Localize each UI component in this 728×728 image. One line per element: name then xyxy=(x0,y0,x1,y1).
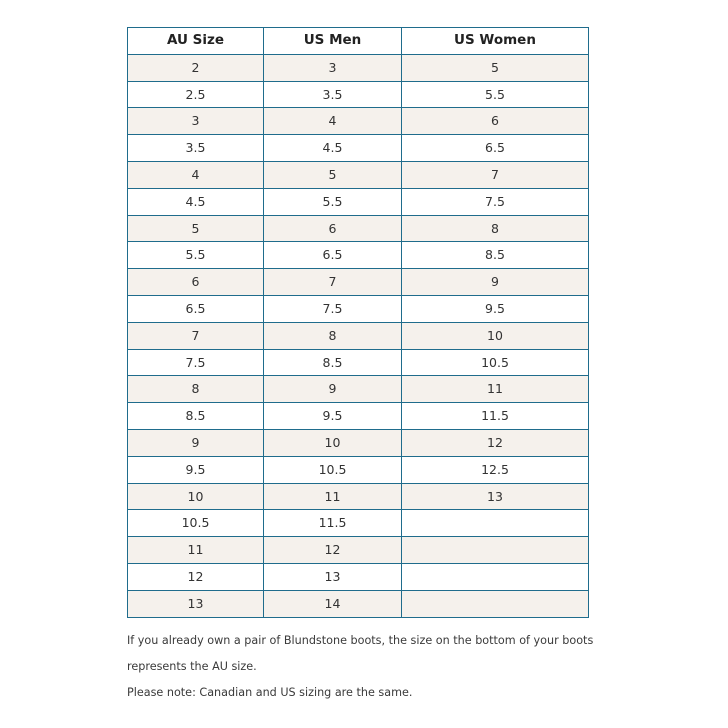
au-size-cell: 2 xyxy=(128,54,264,81)
us-women-cell: 8.5 xyxy=(402,242,589,269)
table-row xyxy=(128,242,589,269)
table-row xyxy=(128,188,589,215)
au-size-cell: 8.5 xyxy=(128,403,264,430)
au-size-cell: 6.5 xyxy=(128,295,264,322)
us-women-cell: 7 xyxy=(402,161,589,188)
au-size-cell: 8 xyxy=(128,376,264,403)
header-us-men: US Men xyxy=(264,28,402,55)
table-row xyxy=(128,537,589,564)
au-size-cell: 13 xyxy=(128,590,264,617)
us-women-cell xyxy=(402,510,589,537)
au-size-cell: 7 xyxy=(128,322,264,349)
us-men-cell: 9.5 xyxy=(264,403,402,430)
au-size-cell: 11 xyxy=(128,537,264,564)
us-women-cell: 10.5 xyxy=(402,349,589,376)
us-women-cell: 6 xyxy=(402,108,589,135)
size-notes xyxy=(127,628,597,706)
table-row xyxy=(128,135,589,162)
au-size-cell: 10 xyxy=(128,483,264,510)
us-men-cell: 11 xyxy=(264,483,402,510)
au-size-cell: 9.5 xyxy=(128,456,264,483)
us-men-cell: 6 xyxy=(264,215,402,242)
table-row xyxy=(128,510,589,537)
header-us-women: US Women xyxy=(402,28,589,55)
au-size-cell: 3 xyxy=(128,108,264,135)
us-men-cell: 13 xyxy=(264,563,402,590)
au-size-cell: 4.5 xyxy=(128,188,264,215)
table-row xyxy=(128,590,589,617)
us-women-cell: 5 xyxy=(402,54,589,81)
table-row xyxy=(128,563,589,590)
au-size-cell: 3.5 xyxy=(128,135,264,162)
us-men-cell: 7.5 xyxy=(264,295,402,322)
au-size-cell: 6 xyxy=(128,269,264,296)
header-au-size: AU Size xyxy=(128,28,264,55)
us-women-cell: 11.5 xyxy=(402,403,589,430)
us-women-cell xyxy=(402,537,589,564)
au-size-cell: 5 xyxy=(128,215,264,242)
table-row xyxy=(128,349,589,376)
note-line-3: Please note: Canadian and US sizing are the same. xyxy=(127,686,413,699)
table-row xyxy=(128,403,589,430)
au-size-cell: 7.5 xyxy=(128,349,264,376)
us-men-cell: 3.5 xyxy=(264,81,402,108)
au-size-cell: 5.5 xyxy=(128,242,264,269)
us-women-cell: 5.5 xyxy=(402,81,589,108)
us-men-cell: 4 xyxy=(264,108,402,135)
table-row xyxy=(128,456,589,483)
size-chart-table xyxy=(127,27,589,618)
us-men-cell: 8.5 xyxy=(264,349,402,376)
us-women-cell: 8 xyxy=(402,215,589,242)
us-men-cell: 7 xyxy=(264,269,402,296)
table-row xyxy=(128,81,589,108)
table-row xyxy=(128,108,589,135)
au-size-cell: 4 xyxy=(128,161,264,188)
table-row xyxy=(128,295,589,322)
us-men-cell: 6.5 xyxy=(264,242,402,269)
table-row xyxy=(128,54,589,81)
table-row xyxy=(128,429,589,456)
table-row xyxy=(128,269,589,296)
us-women-cell: 7.5 xyxy=(402,188,589,215)
note-line-2: represents the AU size. xyxy=(127,660,257,673)
table-row xyxy=(128,161,589,188)
table-row xyxy=(128,215,589,242)
us-men-cell: 5 xyxy=(264,161,402,188)
us-men-cell: 12 xyxy=(264,537,402,564)
us-men-cell: 5.5 xyxy=(264,188,402,215)
us-women-cell: 12 xyxy=(402,429,589,456)
us-women-cell: 9.5 xyxy=(402,295,589,322)
us-men-cell: 4.5 xyxy=(264,135,402,162)
au-size-cell: 9 xyxy=(128,429,264,456)
au-size-cell: 2.5 xyxy=(128,81,264,108)
us-women-cell xyxy=(402,563,589,590)
us-women-cell xyxy=(402,590,589,617)
us-women-cell: 13 xyxy=(402,483,589,510)
au-size-cell: 12 xyxy=(128,563,264,590)
table-row xyxy=(128,376,589,403)
us-men-cell: 10.5 xyxy=(264,456,402,483)
us-men-cell: 11.5 xyxy=(264,510,402,537)
size-chart-table-wrapper xyxy=(127,27,588,618)
us-women-cell: 11 xyxy=(402,376,589,403)
us-women-cell: 6.5 xyxy=(402,135,589,162)
note-line-1: If you already own a pair of Blundstone boots, the size on the bottom of your boots xyxy=(127,634,594,647)
us-women-cell: 10 xyxy=(402,322,589,349)
table-body xyxy=(128,54,589,617)
table-row xyxy=(128,322,589,349)
table-row xyxy=(128,483,589,510)
table-header-row xyxy=(128,28,589,55)
us-women-cell: 12.5 xyxy=(402,456,589,483)
au-size-cell: 10.5 xyxy=(128,510,264,537)
us-men-cell: 8 xyxy=(264,322,402,349)
us-men-cell: 14 xyxy=(264,590,402,617)
us-men-cell: 9 xyxy=(264,376,402,403)
us-women-cell: 9 xyxy=(402,269,589,296)
us-men-cell: 10 xyxy=(264,429,402,456)
us-men-cell: 3 xyxy=(264,54,402,81)
